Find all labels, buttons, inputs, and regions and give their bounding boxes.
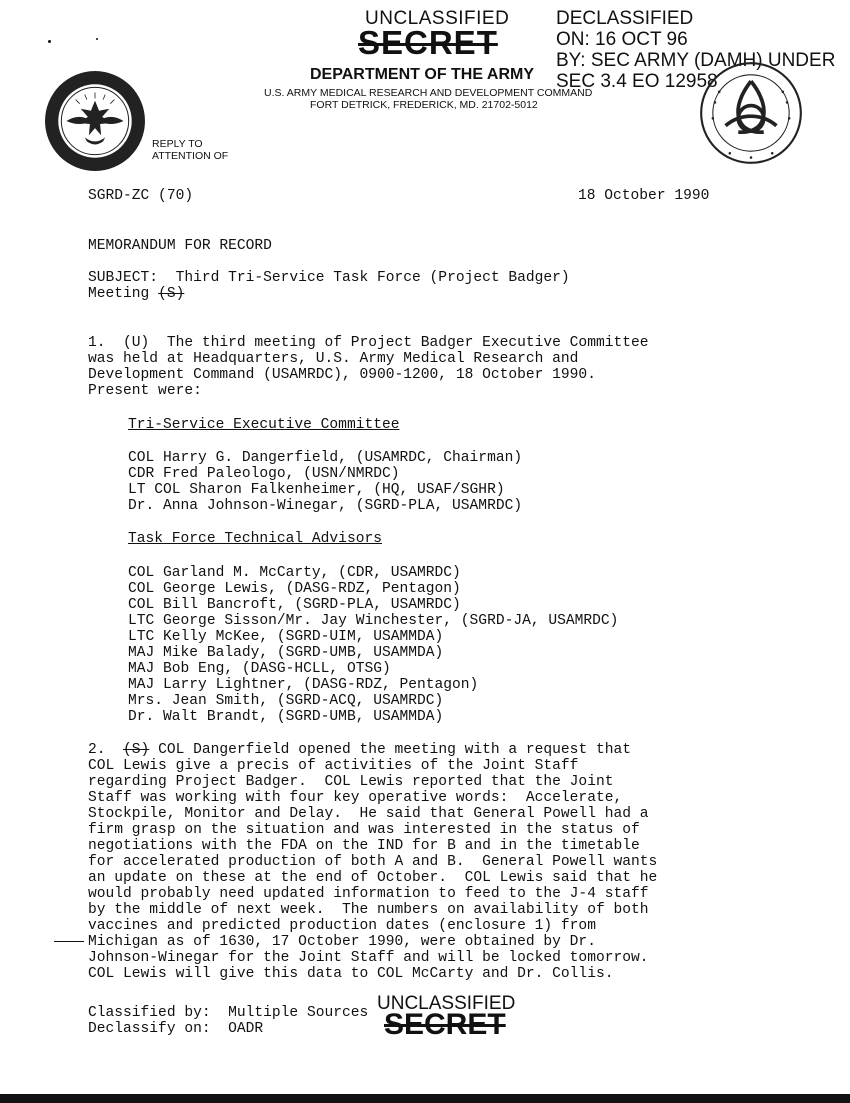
paragraph-1-line: Present were:: [88, 383, 202, 399]
exec-committee-list: [128, 450, 522, 514]
office-symbol: SGRD-ZC (70): [88, 188, 194, 204]
paragraph-2-line: COL Lewis will give this data to COL McCarty and Dr. Collis.: [88, 966, 614, 982]
command-address: FORT DETRICK, FREDERICK, MD. 21702-5012: [310, 99, 538, 111]
advisors-heading: Task Force Technical Advisors: [128, 531, 382, 547]
paragraph-2-line: Staff was working with four key operative words: Accelerate,: [88, 790, 623, 806]
secret-stamp-bottom: SECRET: [384, 1008, 506, 1041]
paragraph-2-number: 2.: [88, 742, 124, 758]
exec-committee-member: LT COL Sharon Falkenheimer, (HQ, USAF/SGHR): [128, 482, 505, 498]
exec-committee-member: CDR Fred Paleologo, (USN/NMRDC): [128, 466, 400, 482]
paragraph-2-body: [88, 758, 657, 982]
exec-committee-member: COL Harry G. Dangerfield, (USAMRDC, Chairman): [128, 450, 523, 466]
declassify-on-line: Declassify on: OADR: [88, 1021, 264, 1037]
paragraph-1-line: 1. (U) The third meeting of Project Badger Executive Committee: [88, 335, 649, 351]
paragraph-2-line: an update on these at the end of October. COL Lewis said that he: [88, 870, 658, 886]
technical-advisor: Dr. Walt Brandt, (SGRD-UMB, USAMMDA): [128, 709, 444, 725]
paragraph-2-line: by the middle of next week. The numbers on availability of both: [88, 902, 649, 918]
subject-line-2: [88, 286, 570, 302]
exec-committee-heading: Tri-Service Executive Committee: [128, 417, 400, 433]
paragraph-2-line: Johnson-Winegar for the Joint Staff and will be locked tomorrow.: [88, 950, 649, 966]
memo-for-record: MEMORANDUM FOR RECORD: [88, 238, 272, 254]
subject-line-1: SUBJECT: Third Tri-Service Task Force (Project Badger): [88, 270, 570, 286]
technical-advisor: Mrs. Jean Smith, (SGRD-ACQ, USAMRDC): [128, 693, 444, 709]
subject-classification-marking: (S): [158, 286, 185, 302]
technical-advisor: MAJ Bob Eng, (DASG-HCLL, OTSG): [128, 661, 391, 677]
declass-line-1: DECLASSIFIED: [556, 8, 694, 29]
declass-line-2: ON: 16 OCT 96: [556, 29, 688, 50]
paragraph-2-line: Stockpile, Monitor and Delay. He said that General Powell had a: [88, 806, 649, 822]
paragraph-2-line: vaccines and predicted production dates (enclosure 1) from: [88, 918, 596, 934]
unclassified-stamp-top: UNCLASSIFIED: [365, 8, 510, 29]
exec-committee-member: Dr. Anna Johnson-Winegar, (SGRD-PLA, USAMRDC): [128, 498, 523, 514]
technical-advisor: MAJ Mike Balady, (SGRD-UMB, USAMMDA): [128, 645, 444, 661]
unclassified-stamp-bottom: UNCLASSIFIED: [377, 993, 516, 1014]
paragraph-1: [88, 335, 649, 399]
classification-footer: [88, 1005, 368, 1037]
scan-speck: [48, 40, 51, 43]
declass-line-4: SEC 3.4 EO 12958: [556, 71, 718, 92]
paragraph-2-classification-marking: (S): [123, 742, 150, 758]
declass-line-3: BY: SEC ARMY (DAMH) UNDER: [556, 50, 836, 71]
technical-advisor: MAJ Larry Lightner, (DASG-RDZ, Pentagon): [128, 677, 479, 693]
paragraph-2-line: COL Lewis give a precis of activities of the Joint Staff: [88, 758, 579, 774]
department-title: DEPARTMENT OF THE ARMY: [310, 66, 534, 83]
technical-advisor: COL George Lewis, (DASG-RDZ, Pentagon): [128, 581, 461, 597]
paragraph-2-line: Michigan as of 1630, 17 October 1990, were obtained by Dr.: [88, 934, 596, 950]
classified-by-line: Classified by: Multiple Sources: [88, 1005, 369, 1021]
secret-stamp-top: SECRET: [358, 24, 498, 61]
technical-advisor: COL Bill Bancroft, (SGRD-PLA, USAMRDC): [128, 597, 461, 613]
technical-advisor: COL Garland M. McCarty, (CDR, USAMRDC): [128, 565, 461, 581]
scan-edge-bar: [0, 1094, 850, 1103]
technical-advisor: LTC George Sisson/Mr. Jay Winchester, (SGRD-JA, USAMRDC): [128, 613, 619, 629]
margin-mark: [54, 941, 84, 942]
subject-line-2-text: Meeting: [88, 286, 159, 302]
paragraph-2-line: would probably need updated information to feed to the J-4 staff: [88, 886, 649, 902]
paragraph-2-line: for accelerated production of both A and B. General Powell wants: [88, 854, 658, 870]
department-of-defense-seal-icon: [44, 70, 146, 172]
paragraph-2-line: regarding Project Badger. COL Lewis reported that the Joint: [88, 774, 614, 790]
command-name: U.S. ARMY MEDICAL RESEARCH AND DEVELOPMENT COMMAND: [264, 87, 593, 99]
paragraph-2-line: firm grasp on the situation and was interested in the status of: [88, 822, 640, 838]
paragraph-2-first-text: COL Dangerfield opened the meeting with a request that: [149, 742, 631, 758]
paragraph-1-line: Development Command (USAMRDC), 0900-1200, 18 October 1990.: [88, 367, 596, 383]
paragraph-2-line: negotiations with the FDA on the IND for B and in the timetable: [88, 838, 640, 854]
subject-block: [88, 270, 570, 302]
scan-speck: [96, 38, 98, 40]
technical-advisor: LTC Kelly McKee, (SGRD-UIM, USAMMDA): [128, 629, 444, 645]
paragraph-1-line: was held at Headquarters, U.S. Army Medical Research and: [88, 351, 579, 367]
paragraph-2: [88, 742, 657, 982]
reply-to-line: REPLY TO: [152, 138, 203, 150]
triquetra-seal-icon: [698, 60, 804, 166]
attention-of-line: ATTENTION OF: [152, 150, 229, 162]
paragraph-2-first-line: [88, 742, 657, 758]
advisors-list: [128, 565, 618, 725]
reply-to-block: [152, 138, 228, 162]
memo-date: 18 October 1990: [578, 188, 710, 204]
